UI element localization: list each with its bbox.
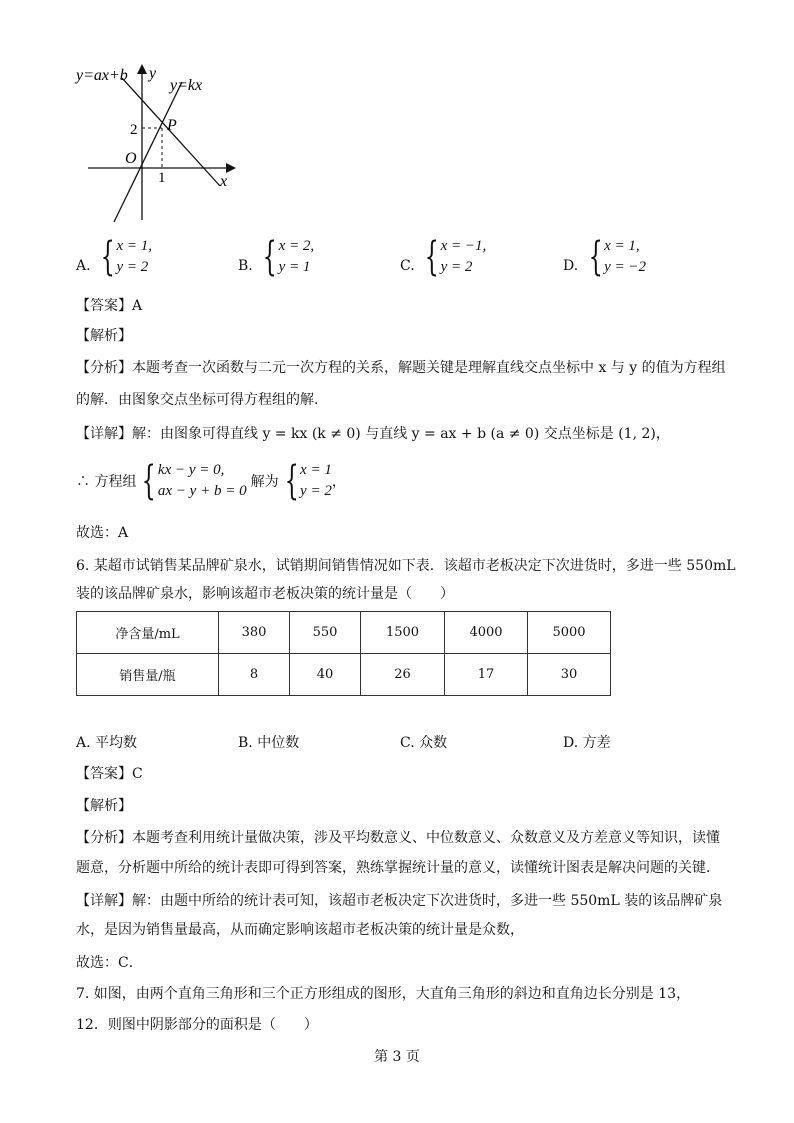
q6-stem-line1: 6. 某超市试销售某品牌矿泉水，试销期间销售情况如下表．该超市老板决定下次进货时，多进一些 550mL bbox=[76, 558, 736, 574]
q5-xiangjie-line1: 【详解】解：由图象可得直线 y = kx (k ≠ 0) 与直线 y = ax + b (a ≠ 0) 交点坐标是 (1, 2)， bbox=[76, 426, 670, 442]
label-origin: O bbox=[125, 150, 137, 167]
q6-option-c: C. 众数 bbox=[400, 735, 448, 751]
q6-xiangjie-line2: 水，是因为销售量最高，从而确定影响该超市老板决策的统计量是众数， bbox=[76, 922, 524, 938]
q5-equation-system: ∴ 方程组 { kx − y = 0, ax − y + b = 0 解为 { x = 1 y = 2 ， bbox=[76, 458, 346, 504]
q5-choose: 故选：A bbox=[76, 525, 129, 541]
y-arrow-icon bbox=[137, 64, 147, 74]
table-cell: 净含量/mL bbox=[77, 612, 219, 654]
q6-stem-line2: 装的该品牌矿泉水，影响该超市老板决策的统计量是（ ） bbox=[76, 586, 454, 602]
q6-option-d: D. 方差 bbox=[563, 735, 611, 751]
q6-option-b: B. 中位数 bbox=[238, 735, 300, 751]
q6-fenxi-line1: 【分析】本题考查利用统计量做决策，涉及平均数意义、中位数意义、众数意义及方差意义等知识，读懂 bbox=[76, 830, 720, 846]
q5-analysis-label: 【解析】 bbox=[76, 328, 132, 344]
table-cell: 1500 bbox=[361, 612, 445, 654]
q5-answer: 【答案】A bbox=[76, 298, 143, 314]
row: x = −1, bbox=[440, 238, 487, 254]
system-mid: 解为 bbox=[250, 474, 279, 490]
solution-row2: y = 2 bbox=[300, 483, 332, 499]
label-line2: y=kx bbox=[170, 77, 203, 94]
table-cell: 4000 bbox=[445, 612, 528, 654]
q7-stem-line1: 7. 如图，由两个直角三角形和三个正方形组成的图形，大直角三角形的斜边和直角边长分别是 13， bbox=[76, 986, 691, 1002]
table-cell: 30 bbox=[528, 654, 611, 696]
system-prefix: ∴ 方程组 bbox=[76, 474, 137, 490]
table-cell: 40 bbox=[290, 654, 361, 696]
row: x = 1, bbox=[116, 238, 152, 254]
label-one: 1 bbox=[158, 170, 166, 186]
table-cell: 8 bbox=[219, 654, 290, 696]
sales-table bbox=[76, 611, 611, 696]
label-yaxis: y bbox=[149, 65, 157, 82]
row: x = 1, bbox=[604, 238, 640, 254]
q5-fenxi-line1: 【分析】本题考查一次函数与二元一次方程的关系，解题关键是理解直线交点坐标中 x 与 y 的值为方程组 bbox=[76, 360, 726, 376]
q6-xiangjie-line1: 【详解】解：由题中所给的统计表可知，该超市老板决定下次进货时，多进一些 550mL 装的该品牌矿泉 bbox=[76, 893, 723, 909]
system-suffix: ， bbox=[331, 474, 346, 490]
system-row1: kx − y = 0, bbox=[157, 462, 225, 478]
q6-fenxi-line2: 题意，分析题中所给的统计表即可得到答案，熟练掌握统计量的意义，读懂统计图表是解决问题的关键． bbox=[76, 860, 720, 876]
row: y = −2 bbox=[604, 259, 646, 275]
q5-option-a: A. { x = 1, y = 2 bbox=[76, 234, 152, 280]
q6-choose: 故选：C． bbox=[76, 955, 143, 971]
q6-answer: 【答案】C bbox=[76, 766, 143, 782]
label-p: P bbox=[167, 117, 177, 134]
option-letter: B. bbox=[238, 258, 253, 274]
table-cell: 550 bbox=[290, 612, 361, 654]
label-line1: y=ax+b bbox=[76, 67, 128, 84]
q5-fenxi-line2: 的解．由图象交点坐标可得方程组的解． bbox=[76, 392, 328, 408]
function-graph bbox=[70, 62, 250, 227]
page-footer: 第 3 页 bbox=[374, 1049, 420, 1065]
row: x = 2, bbox=[278, 238, 315, 254]
table-cell: 销售量/瓶 bbox=[77, 654, 219, 696]
row: y = 2 bbox=[440, 259, 473, 275]
table-cell: 26 bbox=[361, 654, 445, 696]
label-two: 2 bbox=[130, 122, 138, 138]
table-cell: 5000 bbox=[528, 612, 611, 654]
option-letter: A. bbox=[76, 258, 91, 274]
q6-analysis-label: 【解析】 bbox=[76, 798, 132, 814]
q5-option-d: D. { x = 1, y = −2 bbox=[563, 234, 646, 280]
table-row bbox=[77, 654, 611, 696]
q7-stem-line2: 12．则图中阴影部分的面积是（ ） bbox=[76, 1017, 318, 1033]
option-letter: C. bbox=[400, 258, 415, 274]
option-letter: D. bbox=[563, 258, 579, 274]
x-arrow-icon bbox=[226, 163, 236, 173]
table-row bbox=[77, 612, 611, 654]
system-row2: ax − y + b = 0 bbox=[157, 483, 247, 499]
solution-row1: x = 1 bbox=[300, 462, 332, 478]
row: y = 2 bbox=[116, 259, 149, 275]
q5-option-c: C. { x = −1, y = 2 bbox=[400, 234, 487, 280]
table-cell: 380 bbox=[219, 612, 290, 654]
q6-option-a: A. 平均数 bbox=[76, 735, 138, 751]
row: y = 1 bbox=[278, 259, 311, 275]
table-cell: 17 bbox=[445, 654, 528, 696]
label-xaxis: x bbox=[220, 173, 228, 190]
q5-option-b: B. { x = 2, y = 1 bbox=[238, 234, 315, 280]
